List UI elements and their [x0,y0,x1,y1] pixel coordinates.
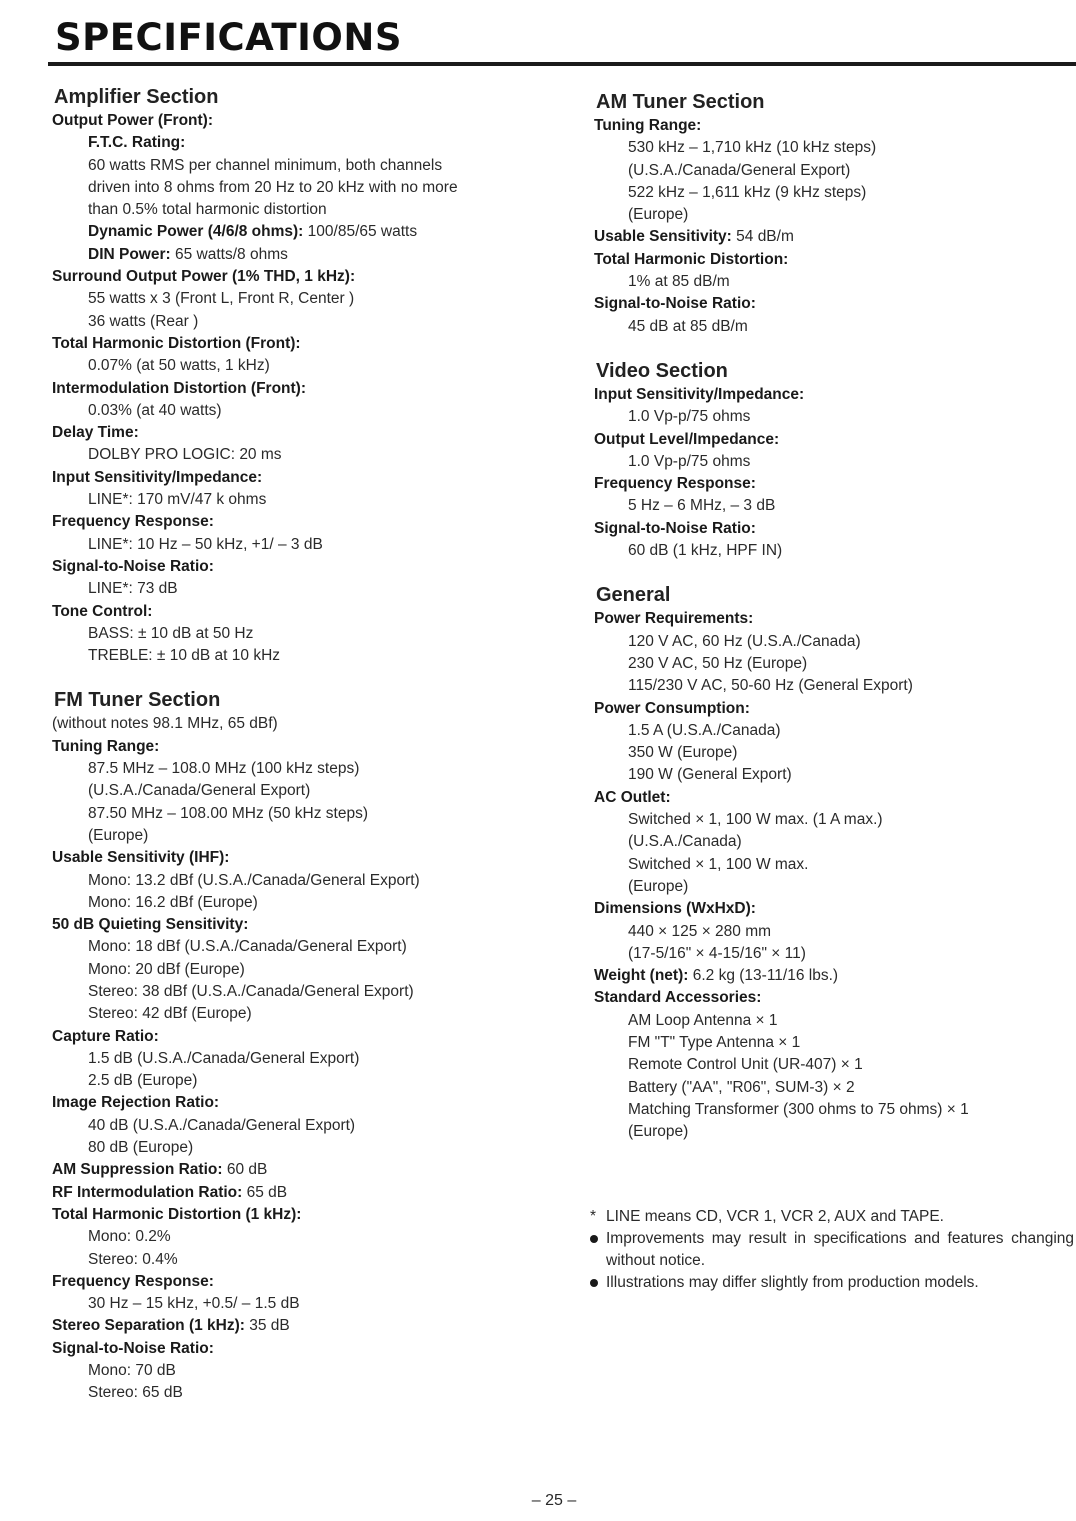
spec-label: Image Rejection Ratio: [52,1094,220,1112]
spec-label: AC Outlet: [594,788,671,806]
spec-label: Tuning Range: [594,117,702,134]
spec-row [48,1315,548,1337]
spec-label: Frequency Response: [594,475,756,493]
spec-value: Stereo: 65 dB [88,1384,183,1402]
spec-label: DIN Power: [88,245,171,263]
spec-label: Capture Ratio: [52,1027,159,1045]
spec-value-row [590,1121,1074,1143]
spec-value: Switched × 1, 100 W max. [628,855,809,873]
spec-label: Tone Control: [52,602,153,620]
spec-value-row [590,720,1074,742]
spec-row [48,132,548,154]
spec-value: 5 Hz – 6 MHz, – 3 dB [628,497,776,515]
page-title: SPECIFICATIONS [55,16,402,59]
spec-label: Input Sensitivity/Impedance: [52,468,263,486]
spec-value-row [590,831,1074,853]
spec-value-row [590,809,1074,831]
spec-value-row [590,316,1074,338]
spec-value: 440 × 125 × 280 mm [628,922,772,940]
spec-value: (17-5/16" × 4-15/16" × 11) [628,944,806,962]
spec-value-row [48,936,548,958]
spec-label: Dimensions (WxHxD): [594,900,756,918]
spec-row [48,511,548,533]
spec-value-row [48,1293,548,1315]
footnotes [588,1206,1074,1294]
title-rule [48,62,1076,66]
spec-value-row [48,489,548,511]
spec-label: Signal-to-Noise Ratio: [52,557,214,575]
spec-value: 1.5 dB (U.S.A./Canada/General Export) [88,1049,360,1067]
spec-value: (without notes 98.1 MHz, 65 dBf) [52,715,278,733]
spec-value-row [48,199,548,221]
spec-value: Mono: 13.2 dBf (U.S.A./Canada/General Export) [88,871,420,889]
spec-value: 0.07% (at 50 watts, 1 kHz) [88,357,270,375]
spec-value-row [590,921,1074,943]
spec-value: 55 watts x 3 (Front L, Front R, Center ) [88,290,355,308]
spec-row [48,266,548,288]
spec-row [590,249,1074,271]
spec-value-row [48,1070,548,1092]
spec-value-row [48,1226,548,1248]
spec-value-row [48,645,548,667]
spec-value: Mono: 18 dBf (U.S.A./Canada/General Export) [88,938,407,956]
spec-value: 80 dB (Europe) [88,1139,194,1157]
spec-value: Mono: 20 dBf (Europe) [88,960,245,978]
spec-row [48,1338,548,1360]
spec-value-row [48,1048,548,1070]
spec-row [48,333,548,355]
spec-label: 50 dB Quieting Sensitivity: [52,916,249,934]
footnote [588,1206,1074,1228]
spec-row [48,914,548,936]
spec-value: (U.S.A./Canada/General Export) [628,161,851,179]
spec-label: Signal-to-Noise Ratio: [594,295,756,313]
spec-label: Frequency Response: [52,513,214,531]
spec-value: (Europe) [628,206,689,224]
spec-value: DOLBY PRO LOGIC: 20 ms [88,446,282,464]
spec-value: 0.03% (at 40 watts) [88,401,222,419]
spec-value-row [48,400,548,422]
spec-row [590,787,1074,809]
spec-value: Switched × 1, 100 W max. (1 A max.) [628,811,883,829]
spec-value: 60 dB (1 kHz, HPF IN) [628,542,783,560]
spec-row [48,378,548,400]
spec-value: (Europe) [628,1123,689,1141]
spec-value-row [590,876,1074,898]
section-title: Video Section [596,359,728,382]
spec-value-row [48,1360,548,1382]
spec-row [590,384,1074,406]
spec-value: FM "T" Type Antenna × 1 [628,1033,801,1051]
spec-value-row [48,713,548,735]
section-general [590,582,1074,1143]
spec-value: Stereo: 42 dBf (Europe) [88,1005,252,1023]
spec-value: 60 watts RMS per channel minimum, both channels [88,156,443,174]
spec-value-row [48,825,548,847]
spec-value: (U.S.A./Canada/General Export) [88,782,311,800]
spec-value: 60 dB [226,1161,268,1179]
spec-label: Power Consumption: [594,699,750,717]
spec-value-row [48,623,548,645]
spec-value-row [48,578,548,600]
spec-label: Total Harmonic Distortion: [594,250,789,268]
section-amplifier-section [48,84,548,667]
spec-label: Dynamic Power (4/6/8 ohms): [88,223,304,241]
spec-value: LINE*: 10 Hz – 50 kHz, +1/ – 3 dB [88,535,323,553]
spec-value-row [590,1054,1074,1076]
spec-row [590,115,1074,137]
spec-label: Signal-to-Noise Ratio: [52,1339,214,1357]
spec-row [48,1026,548,1048]
spec-value: Stereo: 0.4% [88,1250,178,1268]
spec-value-row [590,675,1074,697]
spec-value: 120 V AC, 60 Hz (U.S.A./Canada) [628,632,861,650]
spec-value-row [590,742,1074,764]
spec-value-row [48,155,548,177]
spec-value-row [590,1077,1074,1099]
spec-value: Matching Transformer (300 ohms to 75 ohms) × 1 [628,1100,969,1118]
spec-label: F.T.C. Rating: [88,134,186,152]
spec-value-row [590,1010,1074,1032]
footnote-text: Illustrations may differ slightly from production models. [606,1274,979,1291]
spec-value-row [48,177,548,199]
spec-label: Delay Time: [52,424,139,442]
spec-row [48,422,548,444]
spec-label: Total Harmonic Distortion (1 kHz): [52,1205,302,1223]
spec-value-row [48,534,548,556]
spec-value: 87.50 MHz – 108.00 MHz (50 kHz steps) [88,804,368,822]
section-fm-tuner-section [48,687,548,1404]
spec-value: 65 watts/8 ohms [175,245,288,263]
spec-value: Battery ("AA", "R06", SUM-3) × 2 [628,1078,855,1096]
spec-value-row [48,780,548,802]
spec-value-row [590,631,1074,653]
spec-value-row [48,959,548,981]
spec-row [48,467,548,489]
spec-value: driven into 8 ohms from 20 Hz to 20 kHz with no more [88,178,458,196]
spec-row [590,226,1074,248]
spec-label: Output Power (Front): [52,112,213,129]
spec-row [48,601,548,623]
spec-value-row [48,288,548,310]
spec-row [48,110,548,132]
spec-row [48,1271,548,1293]
section-title: AM Tuner Section [596,91,765,113]
spec-value: LINE*: 73 dB [88,580,178,598]
spec-value-row [48,870,548,892]
spec-value: 45 dB at 85 dB/m [628,317,748,335]
left-column [48,84,548,1405]
spec-row [48,736,548,758]
spec-value-row [590,495,1074,517]
spec-value-row [590,854,1074,876]
spec-value-row [48,355,548,377]
spec-value: TREBLE: ± 10 dB at 10 kHz [88,647,281,665]
spec-row [590,518,1074,540]
spec-value-row [48,311,548,333]
spec-label: Signal-to-Noise Ratio: [594,519,756,537]
spec-value: 65 dB [246,1183,288,1201]
spec-value-row [590,1032,1074,1054]
footnote-marker: * [590,1208,597,1225]
spec-value-row [48,1115,548,1137]
spec-value: (U.S.A./Canada) [628,833,742,851]
spec-value: 54 dB/m [736,228,794,246]
spec-value: 6.2 kg (13-11/16 lbs.) [692,967,839,985]
spec-row [590,293,1074,315]
spec-row [48,847,548,869]
spec-value-row [590,137,1074,159]
spec-row [590,608,1074,630]
spec-value: 1.0 Vp-p/75 ohms [628,452,751,470]
section-title: General [596,584,671,607]
section-title: FM Tuner Section [54,689,221,712]
spec-value: BASS: ± 10 dB at 50 Hz [88,624,254,642]
spec-value: 100/85/65 watts [307,223,418,241]
spec-value-row [48,981,548,1003]
spec-label: Input Sensitivity/Impedance: [594,385,805,403]
spec-value: 40 dB (U.S.A./Canada/General Export) [88,1116,356,1134]
spec-value: 1.0 Vp-p/75 ohms [628,408,751,426]
spec-row [590,473,1074,495]
spec-value: 2.5 dB (Europe) [88,1072,198,1090]
spec-value-row [48,1137,548,1159]
spec-value: 530 kHz – 1,710 kHz (10 kHz steps) [628,139,877,157]
footnote [588,1228,1074,1272]
spec-value-row [590,406,1074,428]
section-title: Amplifier Section [54,86,219,108]
spec-row [48,556,548,578]
spec-value-row [590,540,1074,562]
spec-value: 87.5 MHz – 108.0 MHz (100 kHz steps) [88,760,360,778]
spec-value-row [48,803,548,825]
spec-value-row [590,204,1074,226]
spec-row [48,1204,548,1226]
spec-value: Stereo: 38 dBf (U.S.A./Canada/General Export) [88,982,414,1000]
spec-label: Power Requirements: [594,610,754,628]
footnote-text: LINE means CD, VCR 1, VCR 2, AUX and TAPE. [606,1208,944,1225]
spec-label: Usable Sensitivity: [594,228,732,246]
spec-row [590,965,1074,987]
spec-label: Tuning Range: [52,737,160,755]
spec-value-row [590,653,1074,675]
right-column [590,89,1074,1143]
spec-row [48,1092,548,1114]
spec-row [590,987,1074,1009]
section-am-tuner-section [590,89,1074,338]
spec-value: than 0.5% total harmonic distortion [88,201,327,219]
spec-value-row [590,451,1074,473]
spec-value-row [590,1099,1074,1121]
spec-value: 230 V AC, 50 Hz (Europe) [628,654,808,672]
spec-row [48,1182,548,1204]
spec-value: 522 kHz – 1,611 kHz (9 kHz steps) [628,183,867,201]
spec-label: Usable Sensitivity (IHF): [52,849,230,867]
spec-value: Mono: 70 dB [88,1362,176,1380]
page-number: – 25 – [531,1492,577,1509]
spec-value-row [48,758,548,780]
spec-value: Mono: 0.2% [88,1228,171,1246]
spec-label: Stereo Separation (1 kHz): [52,1317,245,1335]
spec-value: (Europe) [88,826,149,844]
spec-label: Weight (net): [594,967,689,985]
section-video-section [590,358,1074,562]
spec-value: 350 W (Europe) [628,744,738,762]
spec-row [48,244,548,266]
spec-label: Output Level/Impedance: [594,430,780,448]
spec-label: Standard Accessories: [594,989,762,1007]
spec-value: 190 W (General Export) [628,766,792,784]
spec-row [48,221,548,243]
spec-value: LINE*: 170 mV/47 k ohms [88,491,267,509]
spec-value-row [48,1382,548,1404]
spec-value: Mono: 16.2 dBf (Europe) [88,893,258,911]
spec-value: AM Loop Antenna × 1 [628,1011,778,1029]
spec-value: Remote Control Unit (UR-407) × 1 [628,1056,863,1074]
spec-value: 1.5 A (U.S.A./Canada) [628,721,781,739]
spec-value-row [590,943,1074,965]
spec-value: 36 watts (Rear ) [88,312,199,330]
spec-row [590,698,1074,720]
footnote-text: Improvements may result in specifications and features changing without notice. [606,1230,1074,1269]
spec-value: 115/230 V AC, 50-60 Hz (General Export) [628,677,913,695]
footnote [588,1272,1074,1294]
spec-label: AM Suppression Ratio: [52,1161,223,1179]
spec-value-row [590,160,1074,182]
spec-value-row [48,1003,548,1025]
spec-row [590,898,1074,920]
spec-value: 30 Hz – 15 kHz, +0.5/ – 1.5 dB [88,1295,300,1313]
spec-label: Frequency Response: [52,1272,214,1290]
spec-label: Surround Output Power (1% THD, 1 kHz): [52,268,356,286]
spec-value: 1% at 85 dB/m [628,273,730,291]
spec-value-row [590,764,1074,786]
spec-label: RF Intermodulation Ratio: [52,1183,243,1201]
spec-value-row [48,444,548,466]
spec-value-row [590,271,1074,293]
spec-row [590,429,1074,451]
spec-value-row [48,892,548,914]
spec-value: 35 dB [249,1317,290,1335]
spec-label: Intermodulation Distortion (Front): [52,379,306,397]
spec-value: (Europe) [628,877,689,895]
spec-value-row [590,182,1074,204]
spec-label: Total Harmonic Distortion (Front): [52,334,301,352]
spec-value-row [48,1249,548,1271]
spec-row [48,1159,548,1181]
